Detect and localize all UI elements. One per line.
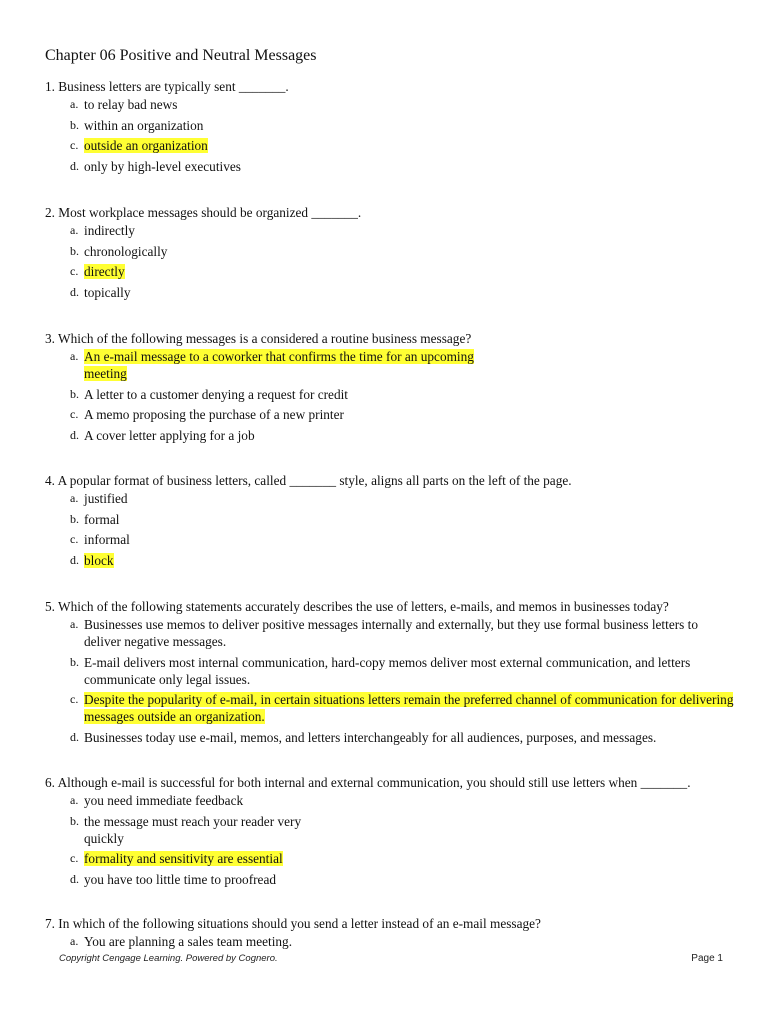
option-letter: a. — [70, 491, 79, 505]
question-text: 4. A popular format of business letters, called _______ style, aligns all parts on the left of the page. — [45, 473, 572, 488]
footer-copyright: Copyright Cengage Learning. Powered by Cognero. — [59, 953, 278, 964]
question-7 — [45, 915, 735, 954]
question-6 — [45, 774, 735, 891]
option-letter: c. — [70, 264, 79, 278]
answer-option-correct — [45, 263, 735, 280]
answer-option — [45, 792, 735, 809]
option-letter: b. — [70, 386, 79, 401]
option-text: Businesses use memos to deliver positive messages internally and externally, but they use formal business letters to deliver negative messages. — [84, 617, 698, 649]
option-letter: a. — [70, 97, 79, 111]
answer-option — [45, 511, 735, 528]
option-text: E-mail delivers most internal communication, hard-copy memos deliver most external communication, and letters communicate only legal issues. — [84, 654, 691, 687]
option-text: the message must reach your reader very quickly — [84, 813, 302, 846]
option-text: you have too little time to proofread — [84, 871, 277, 887]
answer-options — [45, 616, 735, 746]
page-title: Chapter 06 Positive and Neutral Messages — [45, 47, 317, 64]
option-text: formal — [84, 511, 120, 527]
option-letter: c. — [70, 692, 79, 706]
answer-option — [45, 531, 735, 548]
question-text: 3. Which of the following messages is a considered a routine business message? — [45, 331, 472, 346]
option-text: A memo proposing the purchase of a new printer — [84, 407, 344, 422]
option-text: Businesses today use e-mail, memos, and letters interchangeably for all audiences, purposes, and messages. — [84, 729, 657, 745]
answer-option — [45, 490, 735, 507]
answer-options — [45, 96, 735, 175]
option-letter: c. — [70, 407, 79, 421]
option-letter: d. — [70, 427, 79, 442]
option-text: informal — [84, 532, 130, 547]
option-letter: c. — [70, 851, 79, 865]
option-letter: d. — [70, 729, 79, 744]
question-4 — [45, 472, 735, 572]
question-text: 2. Most workplace messages should be organized _______. — [45, 205, 362, 220]
question-2 — [45, 204, 735, 304]
option-text: justified — [84, 491, 128, 506]
option-letter: d. — [70, 871, 79, 886]
answer-option — [45, 117, 735, 134]
question-1 — [45, 78, 735, 178]
option-letter: a. — [70, 793, 79, 807]
answer-option — [45, 158, 735, 175]
question-text: 1. Business letters are typically sent _______. — [45, 79, 289, 94]
answer-option — [45, 427, 735, 444]
answer-option-correct — [45, 552, 735, 569]
option-letter: c. — [70, 138, 79, 152]
option-text: chronologically — [84, 243, 168, 259]
answer-option — [45, 813, 735, 847]
option-text: within an organization — [84, 117, 204, 133]
option-letter: a. — [70, 349, 79, 363]
answer-option — [45, 871, 735, 888]
answer-option — [45, 654, 735, 688]
question-text: 5. Which of the following statements accurately describes the use of letters, e-mails, and memos in businesses today? — [45, 599, 669, 614]
option-letter: c. — [70, 532, 79, 546]
answer-option — [45, 284, 735, 301]
option-letter: a. — [70, 617, 79, 631]
option-letter: d. — [70, 284, 79, 299]
answer-option — [45, 243, 735, 260]
answer-options — [45, 222, 735, 301]
answer-option — [45, 616, 735, 650]
answer-option — [45, 222, 735, 239]
option-text-highlighted: outside an organization — [84, 138, 208, 153]
option-text: A cover letter applying for a job — [84, 427, 255, 443]
option-letter: b. — [70, 117, 79, 132]
option-text-highlighted: block — [84, 552, 114, 568]
option-text: A letter to a customer denying a request for credit — [84, 386, 348, 402]
answer-option-correct — [45, 137, 735, 154]
answer-options — [45, 933, 735, 950]
answer-options — [45, 490, 735, 569]
option-text-highlighted: Despite the popularity of e-mail, in certain situations letters remain the preferred channel of communication for delivering messages outside an organization. — [84, 692, 734, 724]
option-letter: a. — [70, 934, 79, 948]
option-text: You are planning a sales team meeting. — [84, 934, 293, 949]
answer-options — [45, 792, 735, 888]
option-text-highlighted: formality and sensitivity are essential — [84, 851, 283, 866]
answer-option — [45, 96, 735, 113]
question-3 — [45, 330, 735, 447]
option-text: only by high-level executives — [84, 158, 241, 174]
question-text: 7. In which of the following situations should you send a letter instead of an e-mail message? — [45, 916, 541, 931]
option-letter: b. — [70, 243, 79, 258]
option-letter: b. — [70, 654, 79, 669]
option-letter: d. — [70, 158, 79, 173]
option-text-highlighted: An e-mail message to a coworker that confirms the time for an upcoming meeting — [84, 349, 474, 381]
answer-option-correct — [45, 348, 735, 382]
question-text: 6. Although e-mail is successful for both internal and external communication, you should still use letters when _______. — [45, 775, 691, 790]
answer-options — [45, 348, 735, 444]
option-letter: a. — [70, 223, 79, 237]
answer-option — [45, 386, 735, 403]
option-letter: b. — [70, 511, 79, 526]
footer-page-number: Page 1 — [691, 953, 723, 964]
answer-option — [45, 729, 735, 746]
option-text-highlighted: directly — [84, 264, 125, 279]
answer-option-correct — [45, 850, 735, 867]
option-letter: b. — [70, 813, 79, 828]
option-text: topically — [84, 284, 131, 300]
answer-option — [45, 406, 735, 423]
option-text: indirectly — [84, 223, 135, 238]
answer-option-correct — [45, 691, 735, 725]
option-letter: d. — [70, 552, 79, 567]
option-text: you need immediate feedback — [84, 793, 244, 808]
answer-option — [45, 933, 735, 950]
option-text: to relay bad news — [84, 97, 178, 112]
question-5 — [45, 598, 735, 749]
